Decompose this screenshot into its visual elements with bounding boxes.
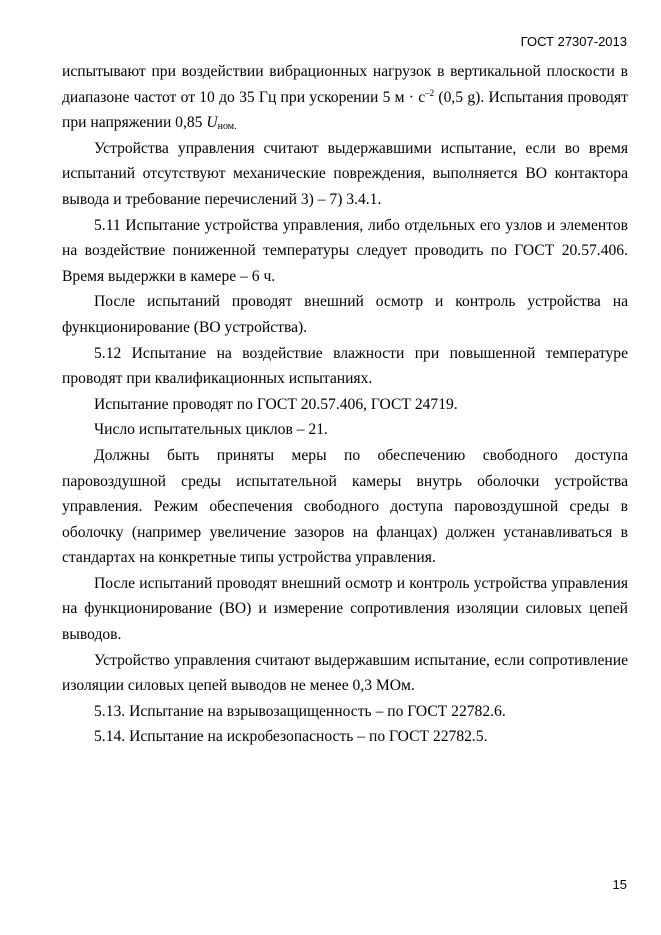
- paragraph-continuation: [62, 59, 628, 136]
- paragraph: Число испытательных циклов – 21.: [94, 421, 328, 439]
- voltage-subscript: ном.: [217, 121, 237, 133]
- paragraph-text: (0,5 g). Испытания проводят при напряжении 0,85: [62, 88, 628, 132]
- voltage-symbol: U: [206, 114, 218, 132]
- paragraph-text: испытывают при воздействии вибрационных нагрузок в вертикальной плоскости в диапазоне частот от 10 до 35 Гц при ускорении 5 м · с: [62, 63, 628, 106]
- paragraph-5-13: 5.13. Испытание на взрывозащищенность – по ГОСТ 22782.6.: [94, 702, 506, 720]
- paragraph: После испытаний проводят внешний осмотр и контроль устройства управления на функционирование (ВО) и измерение сопротивления изоляции силовых цепей выводов.: [62, 574, 628, 644]
- paragraph-5-11: 5.11 Испытание устройства управления, либо отдельных его узлов и элементов на воздействие пониженной температуры следует проводить по ГОСТ 20.57.406. Время выдержки в камере – 6 ч.: [62, 216, 628, 285]
- paragraph: Устройства управления считают выдержавшими испытание, если во время испытаний отсутствуют механические повреждения, выполняется ВО контактора вывода и требование перечислений 3) – 7) 3.4.1.: [62, 139, 628, 208]
- standard-header: ГОСТ 27307-2013: [520, 34, 627, 49]
- document-body: [62, 59, 628, 750]
- exponent: –2: [425, 87, 435, 98]
- paragraph: После испытаний проводят внешний осмотр и контроль устройства на функционирование (ВО устройства).: [62, 293, 628, 336]
- paragraph-5-12: 5.12 Испытание на воздействие влажности при повышенной температуре проводят при квалификационных испытаниях.: [62, 344, 628, 388]
- paragraph-5-14: 5.14. Испытание на искробезопасность – по ГОСТ 22782.5.: [94, 728, 488, 746]
- paragraph: Должны быть приняты меры по обеспечению свободного доступа паровоздушной среды испытательной камеры внутрь оболочки устройства управления. Режим обеспечения свободного доступа паровоздушной среды в оболочку (например увеличение зазоров на фланцах) должен устанавливаться в стандартах на конкретные типы устройства управления.: [62, 446, 628, 567]
- paragraph: Устройство управления считают выдержавшим испытание, если сопротивление изоляции силовых цепей выводов не менее 0,3 МОм.: [62, 651, 628, 695]
- page-number: 15: [612, 877, 627, 892]
- paragraph: Испытание проводят по ГОСТ 20.57.406, ГОСТ 24719.: [94, 395, 458, 413]
